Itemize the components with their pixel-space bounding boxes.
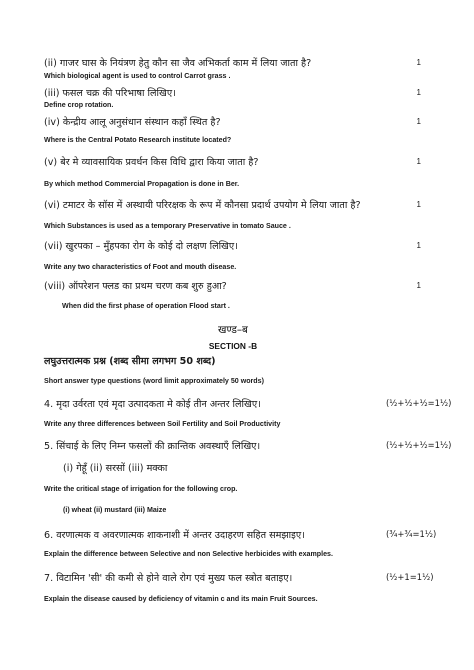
question-iii-mark: 1: [416, 88, 421, 97]
question-vi-english: Which Substances is used as a temporary Preservative in tomato Sauce .: [44, 222, 291, 230]
question-vii-hindi: (vii) खुरपका – मुँहपका रोग के कोई दो लक्षण लिखिए।: [44, 241, 238, 252]
question-5-crops-english: (i) wheat (ii) mustard (iii) Maize: [63, 506, 167, 514]
question-4-english: Write any three differences between Soil Fertility and Soil Productivity: [44, 420, 281, 428]
question-iii-hindi: (iii) फसल चक्र की परिभाषा लिखिए।: [44, 88, 176, 99]
question-iv-mark: 1: [416, 117, 421, 126]
question-7-english: Explain the disease caused by deficiency of vitamin c and its main Fruit Sources.: [44, 595, 318, 603]
question-viii-mark: 1: [416, 281, 421, 290]
question-viii-hindi: (viii) ऑपरेशन फ्लड का प्रथम चरण कब शुरु हुआ?: [44, 281, 227, 292]
question-6-hindi: 6. वरणात्मक व अवरणात्मक शाकनाशी में अन्तर उदाहरण सहित समझाइए।: [44, 530, 305, 541]
question-vii-mark: 1: [416, 241, 421, 250]
question-iv-hindi: (iv) केन्द्रीय आलू अनुसंधान संस्थान कहाँ स्थित है?: [44, 117, 221, 128]
question-ii-hindi: (ii) गाजर घास के नियंत्रण हेतु कौन सा जैव अभिकर्ता काम में लिया जाता है?: [44, 58, 312, 69]
question-vii-english: Write any two characteristics of Foot and mouth disease.: [44, 263, 237, 271]
question-4-hindi: 4. मृदा उर्वरता एवं मृदा उत्पादकता मे कोई तीन अन्तर लिखिए।: [44, 399, 261, 410]
question-v-hindi: (v) बेर मे व्यावसायिक प्रवर्धन किस विधि द्वारा किया जाता है?: [44, 157, 259, 168]
question-v-mark: 1: [416, 157, 421, 166]
question-vi-mark: 1: [416, 200, 421, 209]
question-ii-english: Which biological agent is used to control Carrot grass .: [44, 72, 231, 80]
question-v-english: By which method Commercial Propagation is done in Ber.: [44, 180, 240, 188]
question-7-marks: (½+1=1½): [386, 572, 434, 582]
section-b-title-hindi: खण्ड–ब: [217, 324, 248, 336]
section-b-title-english: SECTION -B: [208, 341, 258, 351]
section-b-instruction-hindi: लघुउत्तरात्मक प्रश्न (शब्द सीमा लगभग 50 शब्द): [44, 356, 216, 367]
question-5-crops-hindi: (i) गेहूँ (ii) सरसों (iii) मक्का: [63, 463, 168, 474]
question-7-hindi: 7. विटामिन 'सी' की कमी से होने वाले रोग एवं मुख्य फल स्त्रोत बताइए।: [44, 573, 293, 584]
question-5-english: Write the critical stage of irrigation for the following crop.: [44, 485, 238, 493]
question-ii-mark: 1: [416, 58, 421, 67]
question-viii-english: When did the first phase of operation Flood start .: [62, 302, 230, 310]
question-4-marks: (½+½+½=1½): [386, 398, 452, 408]
question-5-marks: (½+½+½=1½): [386, 440, 452, 450]
question-iii-english: Define crop rotation.: [44, 101, 114, 109]
question-6-english: Explain the difference between Selective and non Selective herbicides with examples.: [44, 550, 333, 558]
question-vi-hindi: (vi) टमाटर के सॉस में अस्थायी परिरक्षक के रूप में कौनसा प्रदार्थ उपयोग मे लिया जाता है?: [44, 200, 361, 211]
question-6-marks: (¾+¾=1½): [386, 529, 437, 539]
question-iv-english: Where is the Central Potato Research institute located?: [44, 136, 232, 144]
question-5-hindi: 5. सिंचाई के लिए निम्न फसलों की क्रान्तिक अवस्थाएँ लिखिए।: [44, 441, 261, 452]
section-b-instruction-english: Short answer type questions (word limit approximately 50 words): [44, 377, 264, 385]
